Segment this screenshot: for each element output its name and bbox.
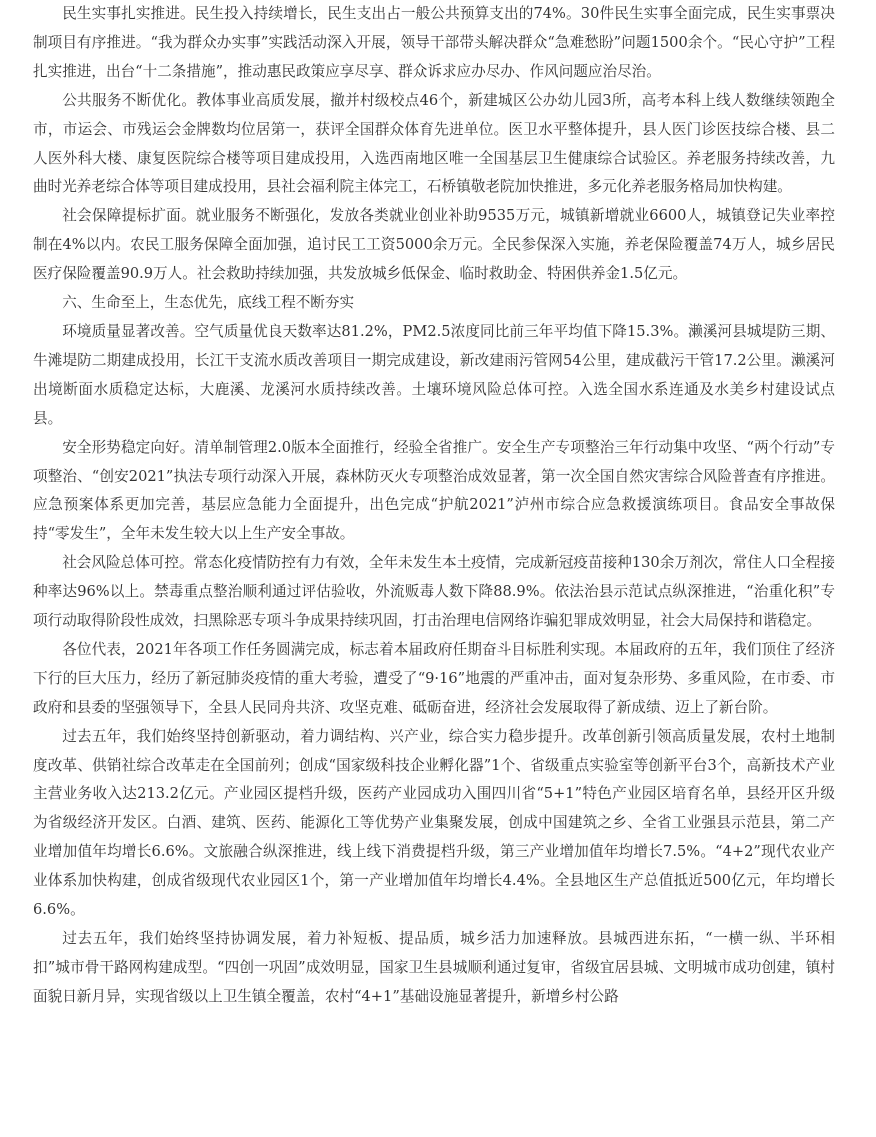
- paragraph-coordination: 过去五年，我们始终坚持协调发展，着力补短板、提品质，城乡活力加速释放。县城西进东拓，“一横一纵、半环相扣”城市骨干路网构建成型。“四创一巩固”成效明显，国家卫生县城顺利通过复审，省级宜居县城、文明城市成功创建，镇村面貌日新月异，实现省级以上卫生镇全覆盖，农村“4+1”基础设施显著提升，新增乡村公路: [33, 930, 835, 1005]
- paragraph-environment: 环境质量显著改善。空气质量优良天数率达81.2%，PM2.5浓度同比前三年平均值下降15.3%。濑溪河县城堤防三期、牛滩堤防二期建成投用，长江干支流水质改善项目一期完成建设，新改建雨污管网54公里，建成截污干管17.2公里。濑溪河出境断面水质稳定达标，大鹿溪、龙溪河水质持续改善。土壤环境风险总体可控。入选全国水系连通及水美乡村建设试点县。: [33, 322, 835, 427]
- paragraph-innovation: 过去五年，我们始终坚持创新驱动，着力调结构、兴产业，综合实力稳步提升。改革创新引领高质量发展，农村土地制度改革、供销社综合改革走在全国前列；创成“国家级科技企业孵化器”1个、省级重点实验室等创新平台3个，高新技术产业主营业务收入达213.2亿元。产业园区提档升级，医药产业园成功入围四川省“5+1”特色产业园区培育名单，县经开区升级为省级经济开发区。白酒、建筑、医药、能源化工等优势产业集聚发展，创成中国建筑之乡、全省工业强县示范县，第二产业增加值年均增长6.6%。文旅融合纵深推进，线上线下消费提档升级，第三产业增加值年均增长7.5%。“4+2”现代农业产业体系加快构建，创成省级现代农业园区1个，第一产业增加值年均增长4.4%。全县地区生产总值抵近500亿元，年均增长6.6%。: [33, 727, 835, 919]
- paragraph-summary: 各位代表，2021年各项工作任务圆满完成，标志着本届政府任期奋斗目标胜利实现。本届政府的五年，我们顶住了经济下行的巨大压力，经历了新冠肺炎疫情的重大考验，遭受了“9·16”地震的严重冲击，面对复杂形势、多重风险，在市委、市政府和县委的坚强领导下，全县人民同舟共济、攻坚克难、砥砺奋进，经济社会发展取得了新成绩、迈上了新台阶。: [33, 640, 835, 716]
- paragraph-livelihood-projects: 民生实事扎实推进。民生投入持续增长，民生支出占一般公共预算支出的74%。30件民生实事全面完成，民生实事票决制项目有序推进。“我为群众办实事”实践活动深入开展，领导干部带头解决群众“急难愁盼”问题1500余个。“民心守护”工程扎实推进，出台“十二条措施”，推动惠民政策应享尽享、群众诉求应办尽办、作风问题应治尽治。: [33, 5, 835, 80]
- paragraph-public-services: 公共服务不断优化。教体事业高质发展，撤并村级校点46个，新建城区公办幼儿园3所，高考本科上线人数继续领跑全市，市运会、市残运会金牌数均位居第一，获评全国群众体育先进单位。医卫水平整体提升，县人医门诊医技综合楼、县二人医外科大楼、康复医院综合楼等项目建成投用，入选西南地区唯一全国基层卫生健康综合试验区。养老服务持续改善，九曲时光养老综合体等项目建成投用，县社会福利院主体完工，石桥镇敬老院加快推进，多元化养老服务格局加快构建。: [33, 91, 835, 196]
- section-heading-six: 六、生命至上，生态优先，底线工程不断夯实: [62, 294, 355, 312]
- paragraph-social-security: 社会保障提标扩面。就业服务不断强化，发放各类就业创业补助9535万元，城镇新增就业6600人，城镇登记失业率控制在4%以内。农民工服务保障全面加强，追讨民工工资5000余万元。全民参保深入实施，养老保险覆盖74万人，城乡居民医疗保险覆盖90.9万人。社会救助持续加强，共发放城乡低保金、临时救助金、特困供养金1.5亿元。: [33, 207, 835, 283]
- paragraph-safety: 安全形势稳定向好。清单制管理2.0版本全面推行，经验全省推广。安全生产专项整治三年行动集中攻坚、“两个行动”专项整治、“创安2021”执法专项行动深入开展，森林防灭火专项整治成效显著，第一次全国自然灾害综合风险普查有序推进。应急预案体系更加完善，基层应急能力全面提升，出色完成“护航2021”泸州市综合应急救援演练项目。食品安全事故保持“零发生”，全年未发生较大以上生产安全事故。: [33, 438, 835, 543]
- paragraph-social-risk: 社会风险总体可控。常态化疫情防控有力有效，全年未发生本土疫情，完成新冠疫苗接种130余万剂次，常住人口全程接种率达96%以上。禁毒重点整治顺利通过评估验收，外流贩毒人数下降88.9%。依法治县示范试点纵深推进，“治重化积”专项行动取得阶段性成效，扫黑除恶专项斗争成果持续巩固，打击治理电信网络诈骗犯罪成效明显，社会大局保持和谐稳定。: [33, 554, 835, 630]
- document-body: [33, 0, 835, 1137]
